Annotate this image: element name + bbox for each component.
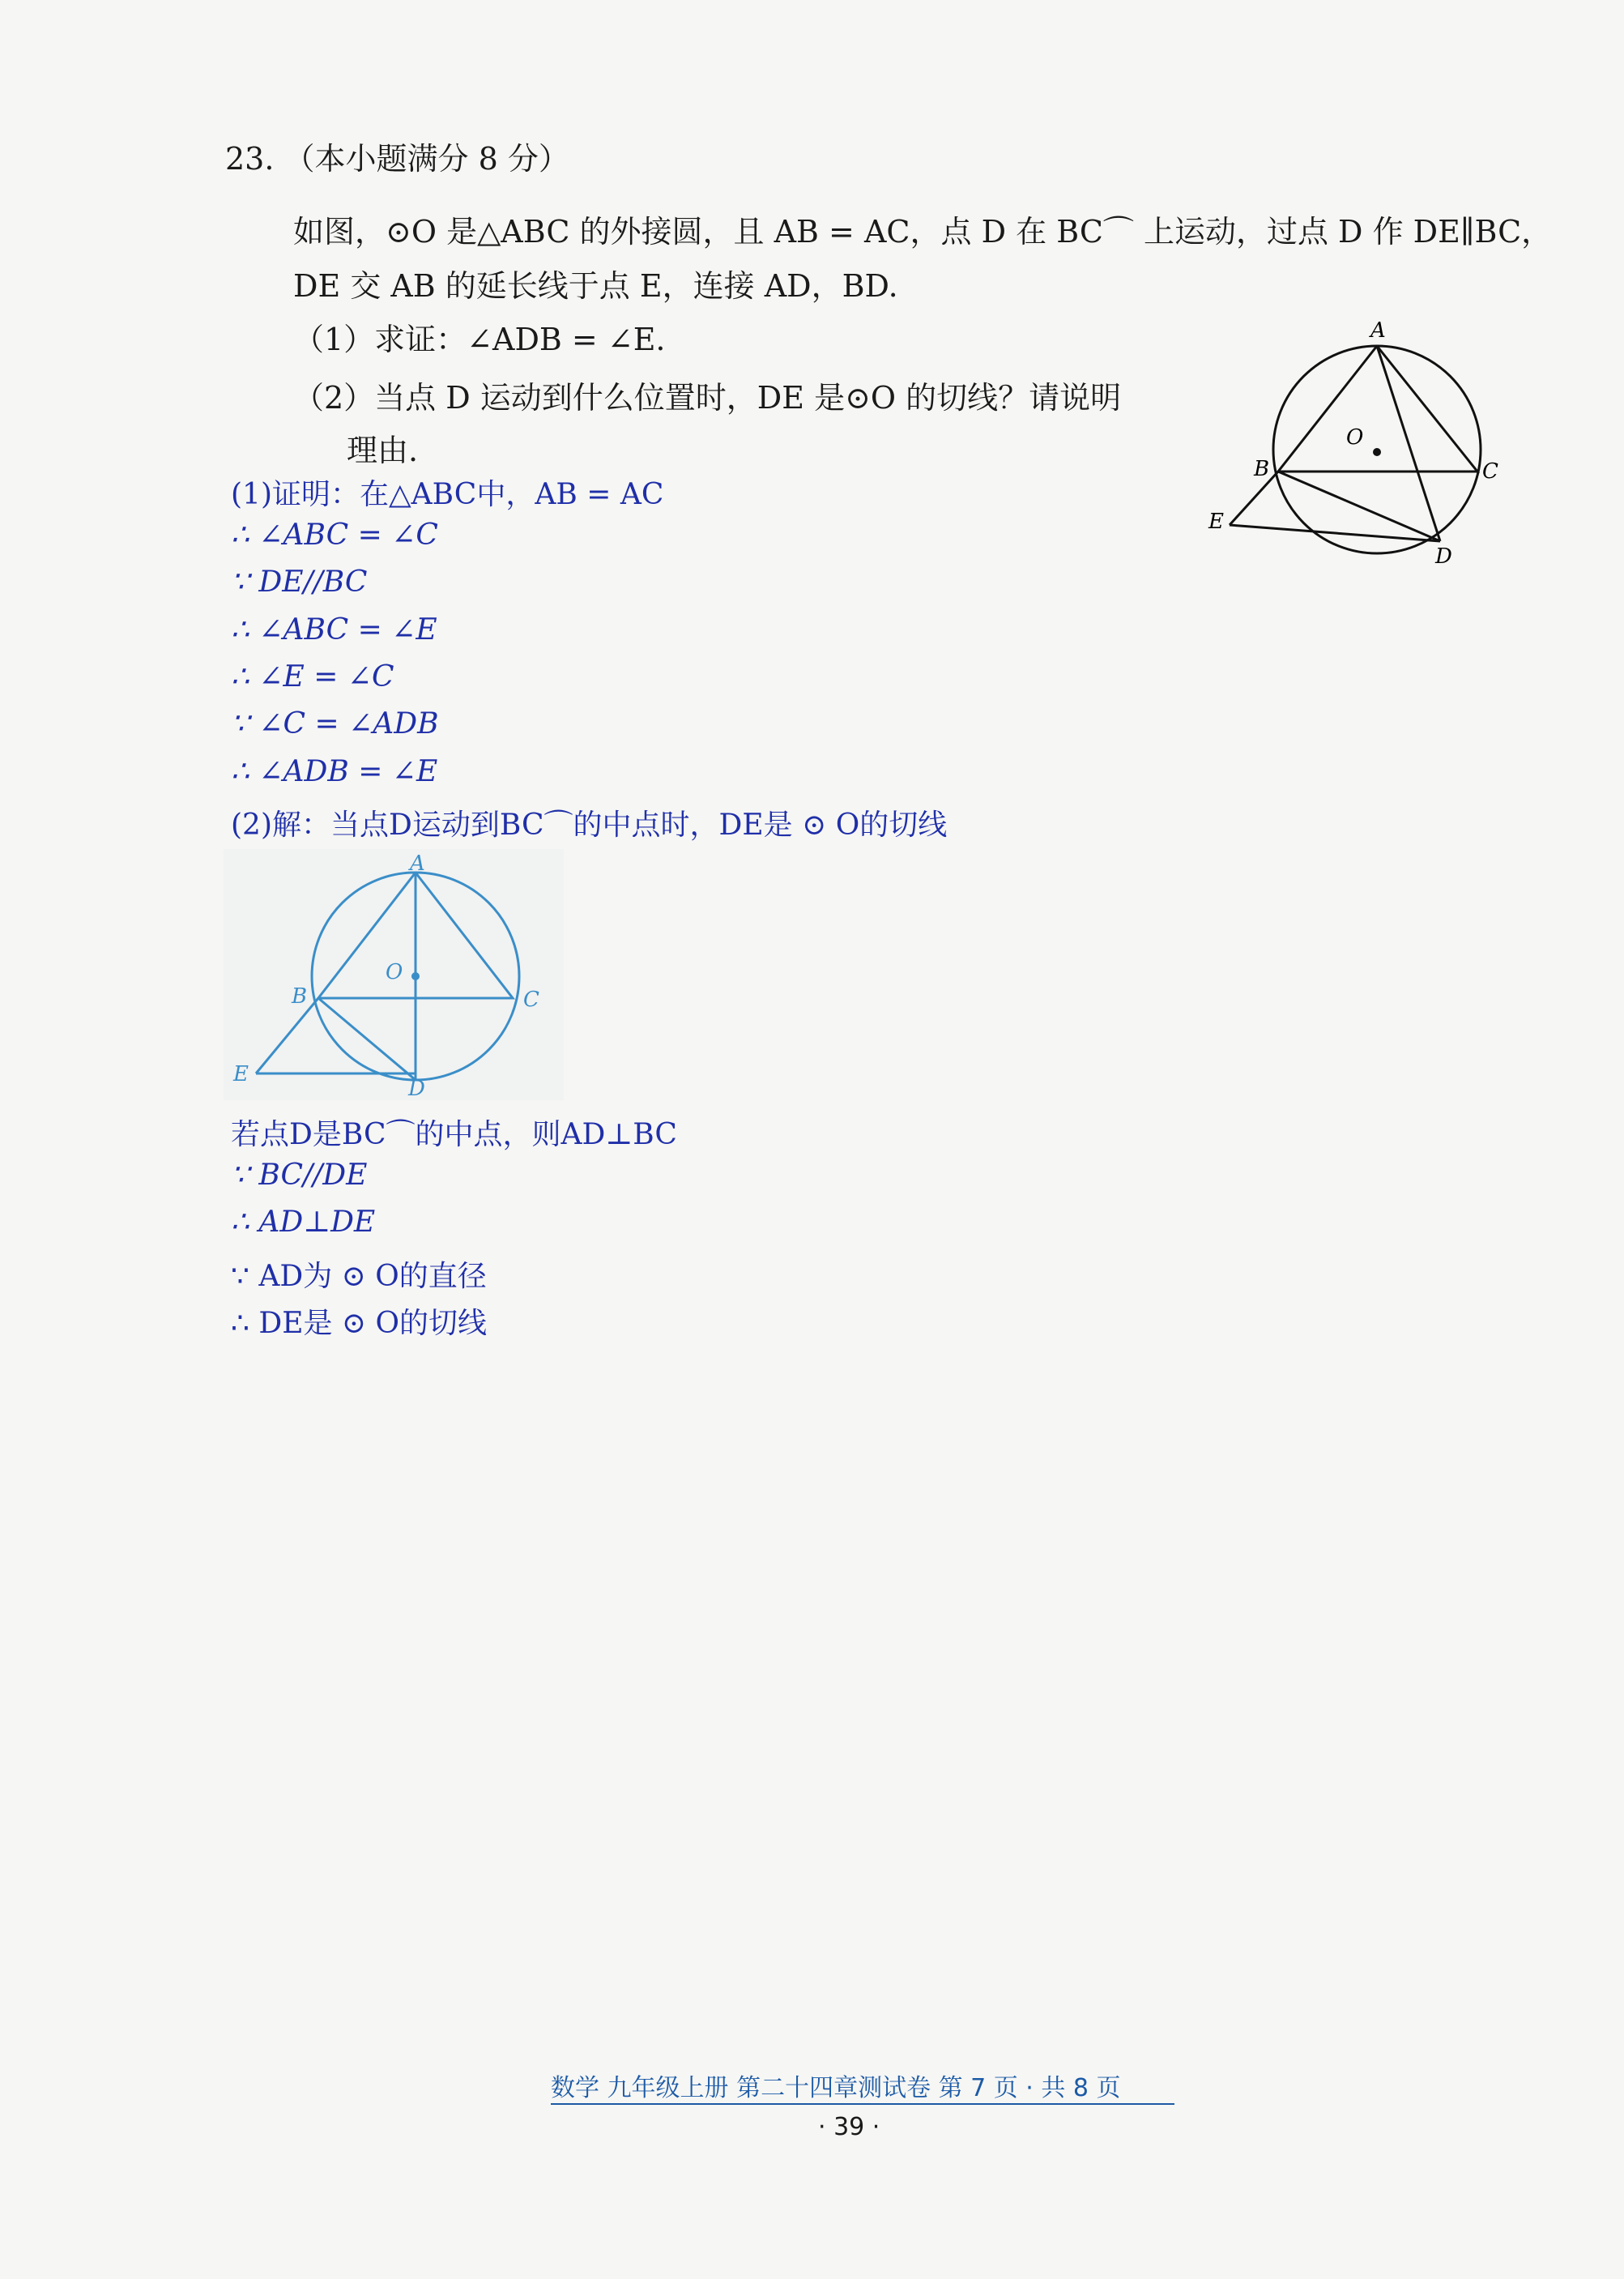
label-d: D <box>408 1077 425 1100</box>
answer-line: ∵ AD为 ⊙ O的直径 <box>231 1260 487 1293</box>
label-o: O <box>1346 425 1364 450</box>
answer-line: ∵ ∠C = ∠ADB <box>231 707 439 740</box>
answer-line: ∴ ∠E = ∠C <box>231 660 394 694</box>
problem-part-1: （1）求证：∠ADB = ∠E. <box>293 322 666 357</box>
answer-line: (2)解：当点D运动到BC⌒的中点时，DE是 ⊙ O的切线 <box>231 809 948 842</box>
problem-line-1: 如图，⊙O 是△ABC 的外接圆，且 AB = AC，点 D 在 BC⌒ 上运动，过点 D 作 DE∥BC， <box>293 214 1553 250</box>
answer-line: ∴ ∠ABC = ∠C <box>231 519 438 552</box>
label-a: A <box>410 851 425 876</box>
geometry-figure-2 <box>224 849 564 1100</box>
label-c: C <box>1482 459 1498 484</box>
page-number: · 39 · <box>818 2113 880 2141</box>
label-e: E <box>1208 510 1224 534</box>
label-o: O <box>386 960 403 984</box>
label-b: B <box>292 984 308 1009</box>
segment-ad <box>1377 346 1440 541</box>
label-d: D <box>1435 544 1452 567</box>
problem-header: 23. （本小题满分 8 分） <box>225 141 569 177</box>
answer-line: ∴ AD⊥DE <box>231 1206 376 1239</box>
answer-line: ∴ ∠ABC = ∠E <box>231 613 437 647</box>
footer-underline <box>551 2103 1174 2105</box>
center-point <box>411 972 420 980</box>
answer-line: ∵ DE//BC <box>231 565 368 599</box>
center-point <box>1373 448 1381 456</box>
answer-line: ∴ ∠ADB = ∠E <box>231 755 438 788</box>
answer-line: ∵ BC//DE <box>231 1159 368 1192</box>
answer-line: (1)证明：在△ABC中，AB = AC <box>231 478 664 511</box>
geometry-figure-1 <box>1207 316 1515 567</box>
footer-course-info: 数学 九年级上册 第二十四章测试卷 第 7 页 · 共 8 页 <box>551 2074 1121 2102</box>
label-c: C <box>523 988 539 1012</box>
answer-line: 若点D是BC⌒的中点，则AD⊥BC <box>231 1118 677 1151</box>
segment-be <box>256 998 318 1073</box>
label-b: B <box>1254 457 1270 481</box>
label-e: E <box>233 1062 249 1086</box>
label-a: A <box>1370 318 1386 343</box>
problem-part-2: （2）当点 D 运动到什么位置时，DE 是⊙O 的切线？请说明 <box>293 380 1122 416</box>
problem-line-2: DE 交 AB 的延长线于点 E，连接 AD，BD. <box>293 268 898 304</box>
problem-part-2-cont: 理由. <box>347 433 419 468</box>
answer-line: ∴ DE是 ⊙ O的切线 <box>231 1307 488 1340</box>
